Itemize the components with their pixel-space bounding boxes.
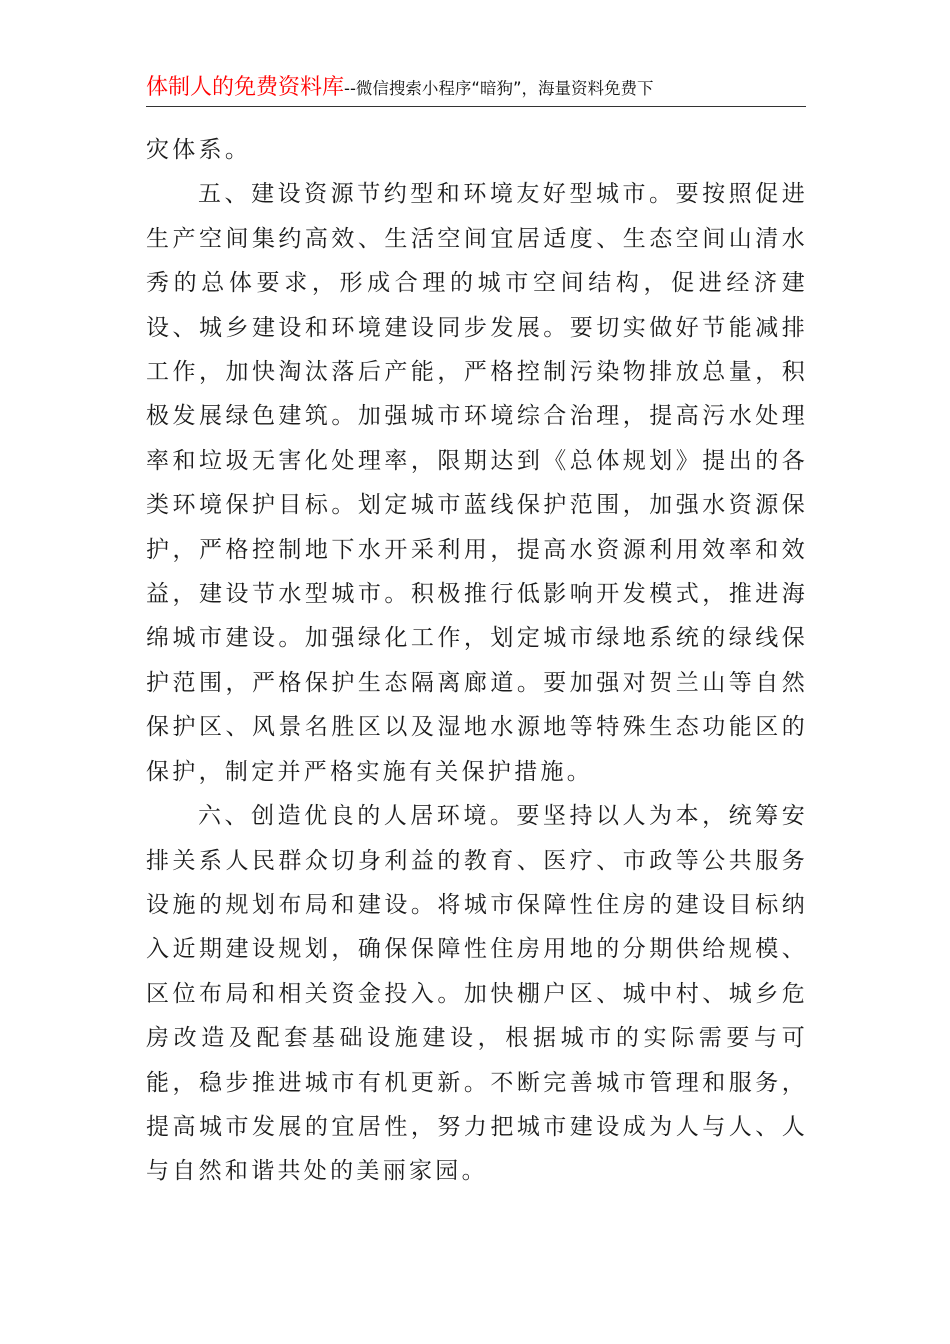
paragraph-section-six: 六、创造优良的人居环境。要坚持以人为本，统筹安排关系人民群众切身利益的教育、医疗、市政等公共服务设施的规划布局和建设。将城市保障性住房的建设目标纳入近期建设规划，确保保障性住房用地的分期供给规模、区位布局和相关资金投入。加快棚户区、城中村、城乡危房改造及配套基础设施建设，根据城市的实际需要与可能，稳步推进城市有机更新。不断完善城市管理和服务，提高城市发展的宜居性，努力把城市建设成为人与人、人与自然和谐共处的美丽家园。 [146,803,808,1185]
paragraph-section-five: 五、建设资源节约型和环境友好型城市。要按照促进生产空间集约高效、生活空间宜居适度、生态空间山清水秀的总体要求，形成合理的城市空间结构，促进经济建设、城乡建设和环境建设同步发展。要切实做好节能减排工作，加快淘汰落后产能，严格控制污染物排放总量，积极发展绿色建筑。加强城市环境综合治理，提高污水处理率和垃圾无害化处理率，限期达到《总体规划》提出的各类环境保护目标。划定城市蓝线保护范围，加强水资源保护，严格控制地下水开采利用，提高水资源利用效率和效益，建设节水型城市。积极推行低影响开发模式，推进海绵城市建设。加强绿化工作，划定城市绿地系统的绿线保护范围，严格保护生态隔离廊道。要加强对贺兰山等自然保护区、风景名胜区以及湿地水源地等特殊生态功能区的保护，制定并严格实施有关保护措施。 [146,181,808,785]
document-body [146,128,808,1194]
page-header [146,70,806,107]
header-note-text: --微信搜索小程序“暗狗”，海量资料免费下 [344,79,654,98]
paragraph-continuation: 灾体系。 [146,137,252,163]
header-brand-text: 体制人的免费资料库 [146,75,345,100]
